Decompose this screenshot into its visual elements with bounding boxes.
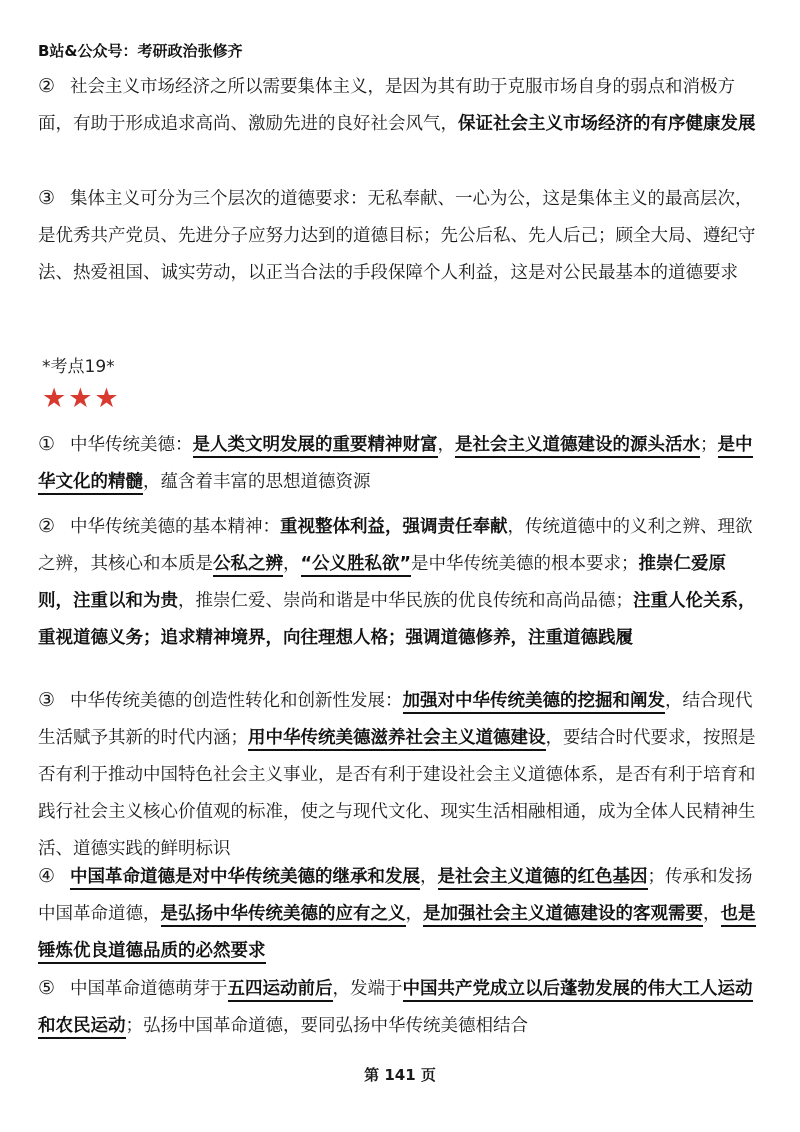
paragraph-text: 是中华传统美德的根本要求； xyxy=(411,554,639,574)
paragraph-text: ， xyxy=(437,435,455,455)
paragraph-text: 社会主义市场经济之所以需要集体主义，是因为其有助于克服市场自身的弱点和消极方面，有助于形成追求高尚、激励先进的良好社会风气， xyxy=(38,77,735,134)
paragraph-creative-transformation xyxy=(38,682,760,868)
section-title: *考点19* xyxy=(42,357,115,377)
underlined-key-point: 也是锤炼优良道德品质的必然要求 xyxy=(38,904,756,964)
underlined-key-point: 中国共产党成立以后蓬勃发展的伟大工人运动和农民运动 xyxy=(38,979,753,1039)
paragraph-text: ；传承和发扬中国革命道德， xyxy=(38,867,753,924)
underlined-key-point: 中国革命道德是对中华传统美德的继承和发展 xyxy=(70,867,420,890)
underlined-key-point: 是社会主义道德建设的源头活水 xyxy=(455,435,700,458)
item-number: ① xyxy=(38,433,56,455)
paragraph-text: ，结合现代生活赋予其新的时代内涵； xyxy=(38,691,753,748)
item-number: ④ xyxy=(38,865,56,887)
paragraph-text: 集体主义可分为三个层次的道德要求：无私奉献、一心为公，这是集体主义的最高层次，是优秀共产党员、先进分子应努力达到的道德目标；先公后私、先人后己；顾全大局、遵纪守法、热爱祖国、诚实劳动，以正当合法的手段保障个人利益，这是对公民最基本的道德要求 xyxy=(38,189,756,283)
emphasis-text: 重视整体利益，强调责任奉献 xyxy=(280,517,508,537)
paragraph-text: ，传统道德中的义利之辨、理欲之辨，其核心和本质是 xyxy=(38,517,753,574)
emphasis-text: 注重人伦关系，重视道德义务；追求精神境界，向往理想人格；强调道德修养，注重道德践履 xyxy=(38,591,756,648)
paragraph-text: ，推崇仁爱、崇尚和谐是中华民族的优良传统和高尚品德； xyxy=(178,591,633,611)
paragraph-text: ， xyxy=(283,554,301,574)
item-number: ② xyxy=(38,75,56,97)
paragraph-collectivism-levels xyxy=(38,180,760,292)
underlined-key-point: 加强对中华传统美德的挖掘和阐发 xyxy=(403,691,666,714)
underlined-key-point: 是人类文明发展的重要精神财富 xyxy=(193,435,438,458)
source-header: B站&公众号：考研政治张修齐 xyxy=(38,42,243,60)
underlined-key-point: 是弘扬中华传统美德的应有之义 xyxy=(161,904,406,927)
paragraph-traditional-virtue xyxy=(38,426,760,501)
paragraph-text: ，发端于 xyxy=(332,979,403,999)
paragraph-text: ；弘扬中国革命道德，要同弘扬中华传统美德相结合 xyxy=(125,1016,528,1036)
paragraph-collectivism-market xyxy=(38,68,760,143)
item-number: ② xyxy=(38,515,56,537)
page-number: 第 141 页 xyxy=(364,1066,436,1084)
paragraph-text: ， xyxy=(420,867,438,887)
underlined-key-point: “公义胜私欲” xyxy=(301,554,412,577)
paragraph-text: 中华传统美德的创造性转化和创新性发展： xyxy=(70,691,403,711)
emphasis-text: 推崇仁爱原则，注重以和为贵 xyxy=(38,554,727,611)
underlined-key-point: 五四运动前后 xyxy=(228,979,333,1002)
paragraph-text: ，要结合时代要求，按照是否有利于推动中国特色社会主义事业，是否有利于建设社会主义道德体系，是否有利于培育和践行社会主义核心价值观的标准，使之与现代文化、现实生活相融相通，成为全体人民精神生活、道德实践的鲜明标识 xyxy=(38,728,756,859)
underlined-key-point: 是加强社会主义道德建设的客观需要 xyxy=(423,904,703,927)
paragraph-text: ； xyxy=(700,435,718,455)
paragraph-text: ， xyxy=(405,904,423,924)
paragraph-text: ，蕴含着丰富的思想道德资源 xyxy=(143,472,371,492)
paragraph-revolutionary-morality xyxy=(38,858,760,970)
star-rating-icon: ★★★ xyxy=(42,383,121,414)
paragraph-revolutionary-origin xyxy=(38,970,760,1045)
item-number: ⑤ xyxy=(38,977,56,999)
paragraph-text: 中华传统美德的基本精神： xyxy=(70,517,280,537)
paragraph-text: 中华传统美德： xyxy=(70,435,193,455)
item-number: ③ xyxy=(38,689,56,711)
paragraph-text: ， xyxy=(703,904,721,924)
item-number: ③ xyxy=(38,187,56,209)
underlined-key-point: 用中华传统美德滋养社会主义道德建设 xyxy=(248,728,546,751)
emphasis-text: 保证社会主义市场经济的有序健康发展 xyxy=(458,114,756,134)
paragraph-basic-spirit xyxy=(38,508,760,657)
underlined-key-point: 公私之辨 xyxy=(213,554,283,577)
underlined-key-point: 是中华文化的精髓 xyxy=(38,435,753,495)
underlined-key-point: 是社会主义道德的红色基因 xyxy=(438,867,648,890)
paragraph-text: 中国革命道德萌芽于 xyxy=(70,979,228,999)
